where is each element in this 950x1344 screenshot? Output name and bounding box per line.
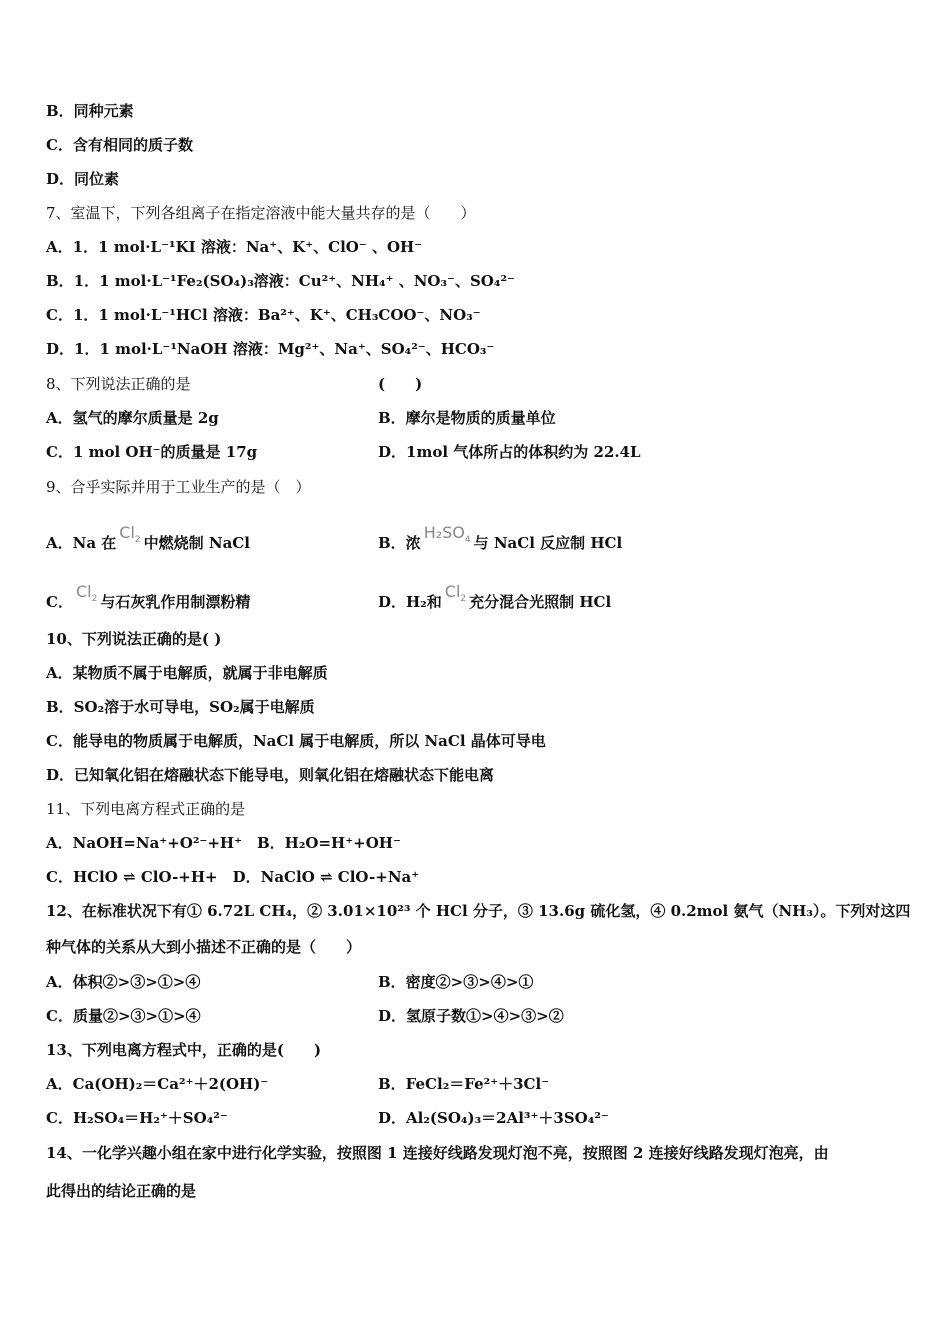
- option-line: A．某物质不属于电解质，就属于非电解质: [46, 664, 328, 682]
- option-prefix: C．: [46, 593, 73, 611]
- option-line: A．体积②>③>①>④: [46, 973, 201, 991]
- option-line: A．NaOH=Na⁺+O²⁻+H⁺ B．H₂O=H⁺+OH⁻: [46, 834, 401, 852]
- option-line: C．1．1 mol·L⁻¹HCl 溶液：Ba²⁺、K⁺、CH₃COO⁻、NO₃⁻: [46, 306, 481, 324]
- question-14: 14、一化学兴趣小组在家中进行化学实验，按照图 1 连接好线路发现灯泡不亮，按照图 2 连接好线路发现灯泡亮，由: [46, 1144, 829, 1162]
- q9-option-d: [378, 582, 611, 612]
- option-line: C．能导电的物质属于电解质，NaCl 属于电解质，所以 NaCl 晶体可导电: [46, 732, 546, 750]
- q9-option-c: [46, 582, 250, 612]
- question-13: 13、下列电离方程式中，正确的是( ): [46, 1041, 322, 1059]
- option-line: C．含有相同的质子数: [46, 136, 193, 154]
- question-11: 11、下列电离方程式正确的是: [46, 800, 246, 818]
- option-line: C．HClO ⇌ ClO-+H+ D．NaClO ⇌ ClO-+Na⁺: [46, 868, 420, 886]
- option-line: A．Ca(OH)₂＝Ca²⁺＋2(OH)⁻: [46, 1075, 269, 1093]
- option-line: D．已知氧化铝在熔融状态下能导电，则氧化铝在熔融状态下能电离: [46, 766, 495, 784]
- option-text: 与石灰乳作用制漂粉精: [100, 593, 251, 611]
- option-line: B．密度②>③>④>①: [378, 973, 534, 991]
- option-line: D．1mol 气体所占的体积约为 22.4L: [378, 443, 641, 461]
- q9-option-b: [378, 523, 622, 553]
- option-line: B．摩尔是物质的质量单位: [378, 409, 556, 427]
- option-prefix: A．Na 在: [46, 534, 117, 552]
- answer-paren: ( ): [378, 375, 423, 393]
- option-prefix: B．浓: [378, 534, 421, 552]
- option-line: C．1 mol OH⁻的质量是 17g: [46, 443, 258, 461]
- option-line: D．Al₂(SO₄)₃＝2Al³⁺＋3SO₄²⁻: [378, 1109, 609, 1127]
- option-line: D．1．1 mol·L⁻¹NaOH 溶液：Mg²⁺、Na⁺、SO₄²⁻、HCO₃⁻: [46, 340, 495, 358]
- option-line: B．FeCl₂＝Fe²⁺＋3Cl⁻: [378, 1075, 550, 1093]
- option-prefix: D．H₂和: [378, 593, 442, 611]
- question-12: 12、在标准状况下有① 6.72L CH₄，② 3.01×10²³ 个 HCl 分子，③ 13.6g 硫化氢，④ 0.2mol 氨气（NH₃）。下列对这四: [46, 902, 911, 920]
- option-text: 中燃烧制 NaCl: [143, 534, 250, 552]
- question-14-cont: 此得出的结论正确的是: [46, 1182, 197, 1200]
- option-line: A．1．1 mol·L⁻¹KI 溶液：Na⁺、K⁺、ClO⁻ 、OH⁻: [46, 238, 423, 256]
- option-line: C．H₂SO₄＝H₂⁺＋SO₄²⁻: [46, 1109, 228, 1127]
- formula-image: $Cl_2$: [444, 582, 467, 604]
- question-8: 8、下列说法正确的是: [46, 375, 191, 393]
- option-line: B．1．1 mol·L⁻¹Fe₂(SO₄)₃溶液：Cu²⁺、NH₄⁺ 、NO₃⁻、SO₄²⁻: [46, 272, 515, 290]
- formula-image: $Cl_2$: [119, 523, 141, 545]
- option-line: C．质量②>③>①>④: [46, 1007, 201, 1025]
- question-7: 7、室温下，下列各组离子在指定溶液中能大量共存的是（ ）: [46, 204, 476, 222]
- formula-image: $Cl_2$: [75, 582, 98, 604]
- question-10: 10、下列说法正确的是( ): [46, 630, 222, 648]
- option-text: 充分混合光照制 HCl: [469, 593, 612, 611]
- option-line: B．SO₂溶于水可导电，SO₂属于电解质: [46, 698, 315, 716]
- option-text: 与 NaCl 反应制 HCl: [473, 534, 623, 552]
- option-line: D．氢原子数①>④>③>②: [378, 1007, 564, 1025]
- formula-image: $H_2SO_4$: [423, 523, 471, 545]
- option-line: B．同种元素: [46, 102, 134, 120]
- option-line: D．同位素: [46, 170, 120, 188]
- question-9: 9、合乎实际并用于工业生产的是（ ）: [46, 478, 311, 496]
- option-line: A．氢气的摩尔质量是 2g: [46, 409, 219, 427]
- q9-option-a: [46, 523, 250, 553]
- question-12-cont: 种气体的关系从大到小描述不正确的是（ ）: [46, 938, 362, 956]
